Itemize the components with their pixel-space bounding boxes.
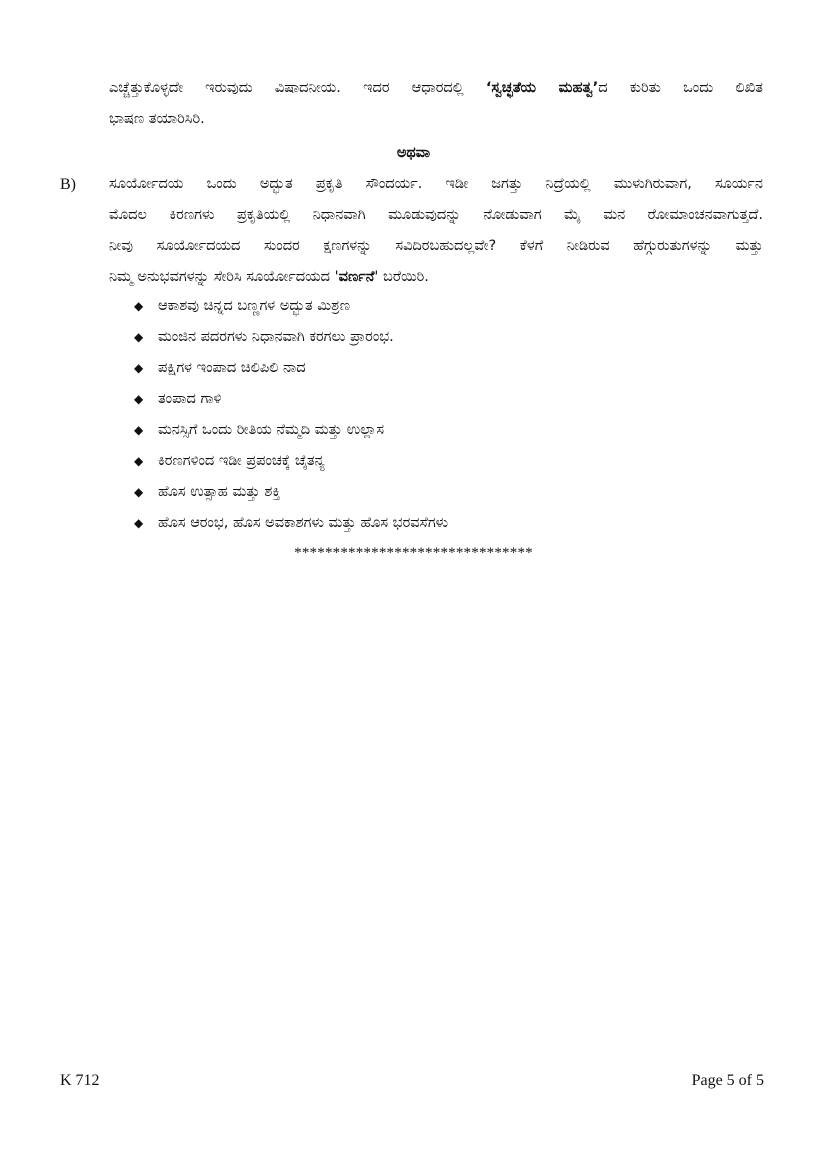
- topic-title: ‘ಸ್ವಚ್ಛತೆಯ ಮಹತ್ವ’: [485, 80, 599, 96]
- intro-paragraph: [109, 73, 763, 135]
- or-heading: ಅಥವಾ: [396, 145, 431, 161]
- list-item: [134, 415, 448, 446]
- list-item: [134, 446, 448, 477]
- list-item: [134, 477, 448, 508]
- question-line-1: ಸೂರ್ಯೋದಯ ಒಂದು ಅದ್ಭುತ ಪ್ರಕೃತಿ ಸೌಂದರ್ಯ. ಇಡೀ ಜಗತ್ತು ನಿದ್ರೆಯಲ್ಲಿ ಮುಳುಗಿರುವಾಗ, ಸೂರ್ಯನ: [109, 176, 763, 192]
- question-text: ' ಬರೆಯಿರಿ.: [374, 269, 429, 285]
- list-item: [134, 322, 448, 353]
- diamond-bullet-icon: ◆: [134, 485, 144, 499]
- intro-text: ಎಚ್ಚೆತ್ತುಕೊಳ್ಳದೇ ಇರುವುದು ವಿಷಾದನೀಯ. ಇದರ ಆಧಾರದಲ್ಲಿ: [109, 80, 486, 96]
- intro-line-1: [109, 73, 763, 104]
- diamond-bullet-icon: ◆: [134, 392, 144, 406]
- intro-text: ದ ಕುರಿತು ಒಂದು ಲಿಖಿತ: [598, 80, 763, 96]
- question-text: ನಿಮ್ಮ ಅನುಭವಗಳನ್ನು ಸೇರಿಸಿ ಸೂರ್ಯೋದಯದ ': [109, 269, 339, 285]
- intro-line-2: ಭಾಷಣ ತಯಾರಿಸಿರಿ.: [109, 111, 205, 127]
- list-item: [134, 384, 448, 415]
- question-line-4: [109, 262, 763, 293]
- page-number: Page 5 of 5: [691, 1072, 764, 1089]
- list-item-text: ಮನಸ್ಸಿಗೆ ಒಂದು ರೀತಿಯ ನೆಮ್ಮದಿ ಮತ್ತು ಉಲ್ಲಾಸ: [158, 422, 385, 438]
- list-item-text: ಆಕಾಶವು ಚಿನ್ನದ ಬಣ್ಣಗಳ ಅದ್ಭುತ ಮಿಶ್ರಣ: [158, 298, 350, 314]
- question-line-3: ನೀವು ಸೂರ್ಯೋದಯದ ಸುಂದರ ಕ್ಷಣಗಳನ್ನು ಸವಿದಿರಬಹುದಲ್ಲವೇ? ಕೆಳಗೆ ನೀಡಿರುವ ಹೆಗ್ಗುರುತುಗಳನ್ನು ಮತ್ತು: [109, 238, 763, 254]
- list-item-text: ಮಂಜಿನ ಪದರಗಳು ನಿಧಾನವಾಗಿ ಕರಗಲು ಪ್ರಾರಂಭ.: [158, 329, 394, 345]
- end-marker: *******************************: [294, 545, 533, 561]
- diamond-bullet-icon: ◆: [134, 299, 144, 313]
- list-item: [134, 291, 448, 322]
- diamond-bullet-icon: ◆: [134, 516, 144, 530]
- list-item-text: ತಂಪಾದ ಗಾಳಿ: [158, 391, 222, 407]
- list-item: [134, 353, 448, 384]
- question-b-paragraph: [109, 169, 763, 293]
- task-keyword: ವರ್ಣನೆ: [338, 269, 375, 285]
- list-item-text: ಹೊಸ ಉತ್ಸಾಹ ಮತ್ತು ಶಕ್ತಿ: [158, 484, 281, 500]
- list-item-text: ಕಿರಣಗಳಿಂದ ಇಡೀ ಪ್ರಪಂಚಕ್ಕೆ ಚೈತನ್ಯ: [158, 453, 325, 469]
- diamond-bullet-icon: ◆: [134, 423, 144, 437]
- hint-list: [134, 291, 448, 539]
- question-label: B): [60, 176, 76, 193]
- paper-code: K 712: [60, 1072, 100, 1089]
- diamond-bullet-icon: ◆: [134, 330, 144, 344]
- list-item-text: ಹೊಸ ಆರಂಭ, ಹೊಸ ಅವಕಾಶಗಳು ಮತ್ತು ಹೊಸ ಭರವಸೆಗಳು: [158, 515, 449, 531]
- list-item-text: ಪಕ್ಷಿಗಳ ಇಂಪಾದ ಚಿಲಿಪಿಲಿ ನಾದ: [158, 360, 306, 376]
- diamond-bullet-icon: ◆: [134, 361, 144, 375]
- diamond-bullet-icon: ◆: [134, 454, 144, 468]
- list-item: [134, 508, 448, 539]
- question-line-2: ಮೊದಲ ಕಿರಣಗಳು ಪ್ರಕೃತಿಯಲ್ಲಿ ನಿಧಾನವಾಗಿ ಮೂಡುವುದನ್ನು ನೋಡುವಾಗ ಮೈ ಮನ ರೋಮಾಂಚನವಾಗುತ್ತದೆ.: [109, 207, 763, 223]
